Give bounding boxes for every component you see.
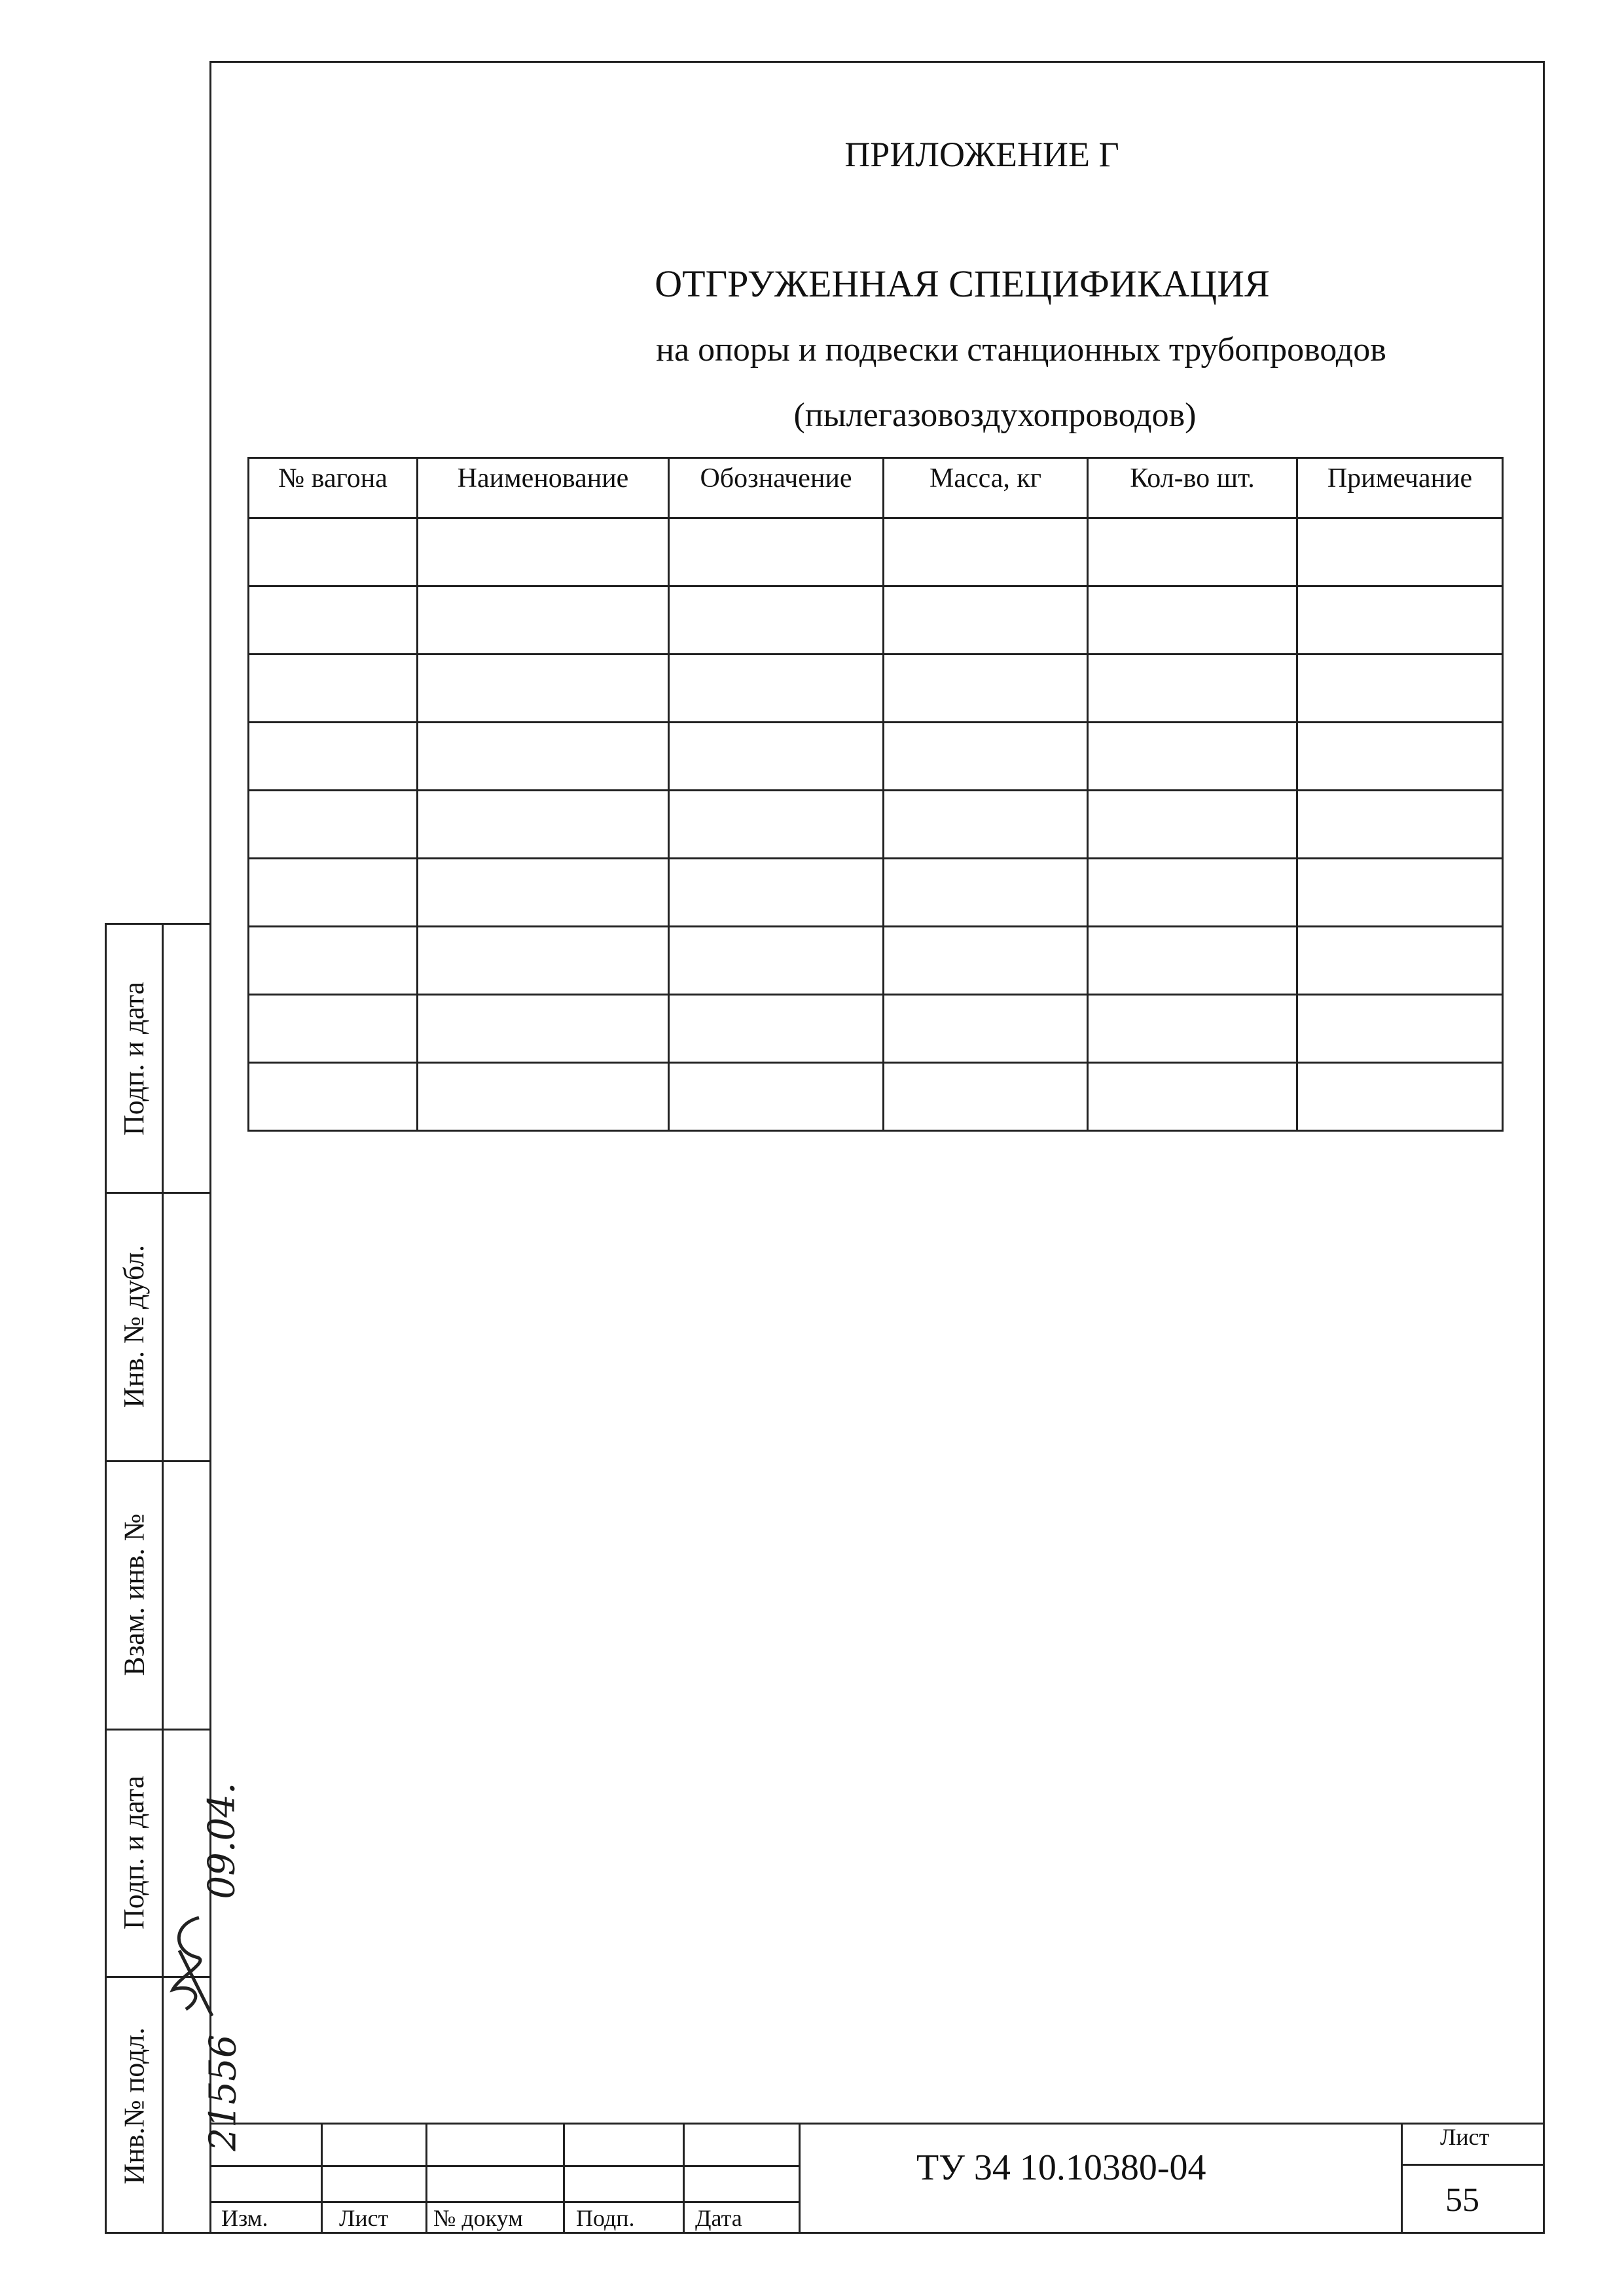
table-cell	[418, 518, 669, 586]
table-cell	[249, 518, 418, 586]
table-cell	[1297, 995, 1503, 1063]
table-cell	[1088, 518, 1297, 586]
table-row	[249, 586, 1503, 655]
table-cell	[1297, 791, 1503, 859]
table-cell	[1297, 586, 1503, 655]
specification-table	[247, 457, 1504, 1132]
table-cell	[1297, 518, 1503, 586]
sheet-number: 55	[1445, 2181, 1479, 2219]
table-cell	[1088, 655, 1297, 723]
table-cell	[249, 791, 418, 859]
table-row	[249, 927, 1503, 995]
table-cell	[884, 723, 1088, 791]
header-name: Наименование	[418, 458, 669, 518]
header-wagon-no: № вагона	[249, 458, 418, 518]
document-code: ТУ 34 10.10380-04	[916, 2147, 1206, 2188]
header-note: Примечание	[1297, 458, 1503, 518]
table-cell	[249, 655, 418, 723]
table-cell	[884, 995, 1088, 1063]
table-cell	[669, 995, 884, 1063]
document-subtitle-line1: на опоры и подвески станционных трубопроводов	[656, 331, 1386, 368]
appendix-label: ПРИЛОЖЕНИЕ Г	[844, 135, 1119, 174]
table-row	[249, 655, 1503, 723]
table-cell	[418, 995, 669, 1063]
table-cell	[1297, 723, 1503, 791]
table-cell	[884, 586, 1088, 655]
table-cell	[884, 927, 1088, 995]
header-mass: Масса, кг	[884, 458, 1088, 518]
table-cell	[669, 927, 884, 995]
table-header-row	[249, 458, 1503, 518]
title-block-doc-no: № докум	[433, 2205, 523, 2231]
table-cell	[669, 586, 884, 655]
table-cell	[418, 791, 669, 859]
table-cell	[249, 723, 418, 791]
table-cell	[249, 586, 418, 655]
table-cell	[249, 927, 418, 995]
table-cell	[669, 791, 884, 859]
document-subtitle-line2: (пылегазовоздухопроводов)	[793, 397, 1197, 434]
table-cell	[1088, 859, 1297, 927]
table-cell	[669, 518, 884, 586]
table-cell	[1088, 723, 1297, 791]
table-cell	[1088, 586, 1297, 655]
table-row	[249, 1063, 1503, 1131]
table-cell	[1088, 995, 1297, 1063]
page-frame	[209, 61, 1545, 2234]
table-cell	[418, 655, 669, 723]
table-cell	[884, 1063, 1088, 1131]
table-cell	[669, 859, 884, 927]
table-cell	[418, 859, 669, 927]
title-block-signature: Подп.	[576, 2205, 635, 2231]
sheet-label: Лист	[1440, 2124, 1490, 2150]
handwritten-inventory-number: 21556	[202, 2034, 245, 2151]
side-label-inv-original: Инв.№ подл.	[118, 2027, 151, 2185]
table-cell	[249, 995, 418, 1063]
table-row	[249, 791, 1503, 859]
title-block-change: Изм.	[221, 2205, 268, 2231]
table-cell	[418, 927, 669, 995]
side-label-inv-duplicate: Инв. № дубл.	[118, 1244, 151, 1408]
table-cell	[418, 1063, 669, 1131]
table-cell	[1297, 1063, 1503, 1131]
table-cell	[669, 1063, 884, 1131]
document-title: ОТГРУЖЕННАЯ СПЕЦИФИКАЦИЯ	[655, 262, 1270, 305]
table-cell	[1297, 655, 1503, 723]
table-row	[249, 859, 1503, 927]
table-cell	[418, 586, 669, 655]
handwritten-signature	[160, 1911, 219, 2022]
table-cell	[1088, 791, 1297, 859]
table-cell	[1088, 1063, 1297, 1131]
title-block-sheet: Лист	[339, 2205, 389, 2231]
table-cell	[884, 518, 1088, 586]
title-block-date: Дата	[695, 2205, 742, 2231]
table-cell	[669, 655, 884, 723]
side-label-sign-date-1: Подп. и дата	[118, 981, 151, 1136]
table-row	[249, 723, 1503, 791]
table-body	[249, 518, 1503, 1131]
table-cell	[1088, 927, 1297, 995]
table-row	[249, 995, 1503, 1063]
table-cell	[884, 859, 1088, 927]
table-cell	[1297, 927, 1503, 995]
header-designation: Обозначение	[669, 458, 884, 518]
side-label-replace-inv: Взам. инв. №	[118, 1513, 151, 1676]
handwritten-date: 09.04.	[200, 1782, 244, 1899]
side-stamp	[105, 923, 209, 2234]
side-label-sign-date-2: Подп. и дата	[118, 1775, 151, 1929]
table-cell	[1297, 859, 1503, 927]
table-cell	[884, 655, 1088, 723]
header-quantity: Кол-во шт.	[1088, 458, 1297, 518]
table-row	[249, 518, 1503, 586]
table-cell	[884, 791, 1088, 859]
table-cell	[418, 723, 669, 791]
table-cell	[249, 1063, 418, 1131]
table-cell	[249, 859, 418, 927]
table-cell	[669, 723, 884, 791]
